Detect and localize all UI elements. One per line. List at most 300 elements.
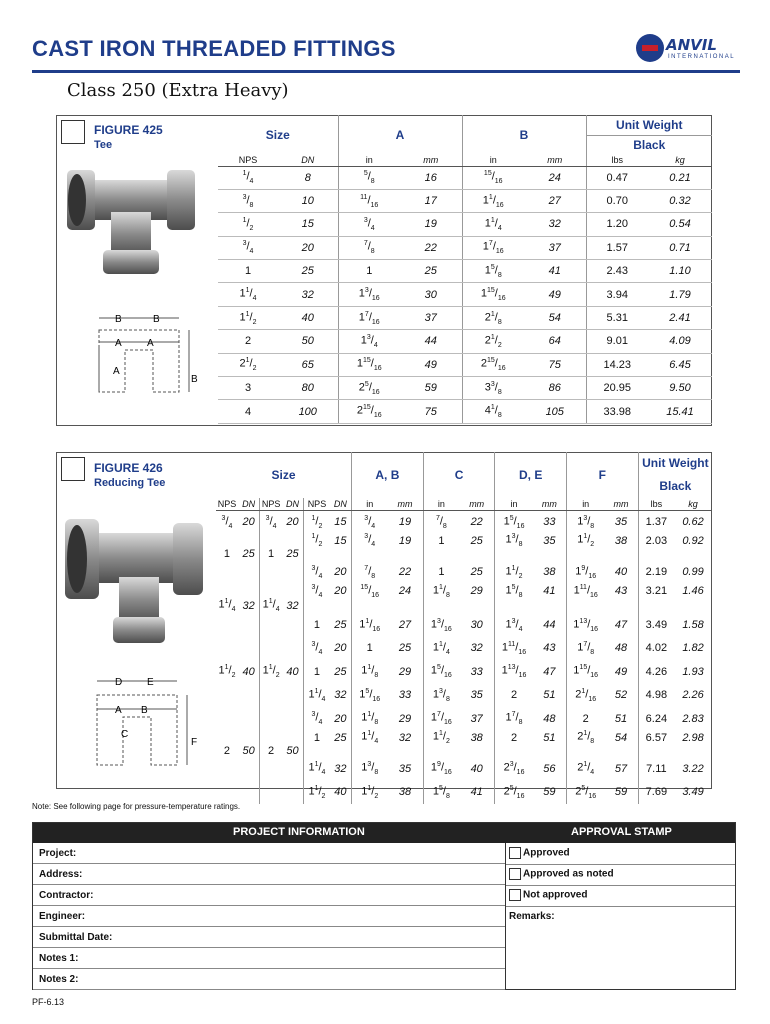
table-cell: [282, 533, 304, 548]
table-row: [216, 533, 712, 548]
project-field[interactable]: Engineer:: [33, 906, 505, 927]
table-cell: 50: [242, 745, 255, 758]
table-cell: [459, 745, 495, 757]
page-subtitle: Class 250 (Extra Heavy): [67, 80, 289, 101]
diagram-a-label: A: [113, 366, 120, 377]
table-cell: [638, 548, 674, 560]
table-cell: 20: [242, 515, 255, 528]
table-cell: 3.49: [638, 613, 674, 636]
table-cell: 35: [398, 762, 412, 775]
table-cell: 25: [334, 731, 347, 744]
table-cell: [423, 548, 459, 560]
table-cell: 2: [260, 745, 282, 757]
table-cell: [330, 548, 352, 560]
table-cell: 1: [338, 260, 400, 283]
col-header: NPS: [218, 154, 278, 166]
table-cell: $2^5/_{16}$: [495, 781, 533, 804]
table-cell: $1^1/_2$: [567, 533, 605, 548]
table-cell: 32: [278, 283, 338, 306]
diagram-b-label: B: [141, 705, 148, 716]
table-cell: $1^{11}/_{16}$: [567, 584, 605, 599]
table-cell: 10: [278, 189, 338, 212]
table-cell: 9.01: [586, 330, 648, 353]
table-cell: [304, 745, 330, 757]
table-cell: 4: [218, 400, 278, 423]
table-cell: 30: [470, 619, 483, 631]
table-cell: 32: [334, 689, 347, 702]
table-cell: [282, 584, 304, 599]
table-cell: $1^3/_4$: [495, 613, 533, 636]
de-header: D, E: [495, 452, 567, 498]
table-cell: 4.98: [638, 683, 674, 706]
table-cell: 22: [470, 515, 483, 528]
table-cell: 32: [524, 213, 586, 236]
table-cell: 51: [614, 712, 628, 725]
table-cell: [604, 548, 638, 560]
table-cell: 1.10: [648, 260, 712, 283]
table-cell: $1^5/_8$: [462, 260, 524, 283]
table-cell: $^5/_8$: [338, 166, 400, 189]
table-cell: 0.70: [586, 189, 648, 212]
not-approved-option[interactable]: [509, 889, 587, 901]
table-cell: 5.31: [586, 306, 648, 329]
table-cell: 44: [543, 619, 556, 631]
table-cell: [423, 598, 459, 613]
table-row: [218, 260, 712, 283]
col-header: in: [423, 498, 459, 510]
table-cell: 16: [400, 166, 462, 189]
table-cell: 14.23: [586, 353, 648, 376]
table-cell: [674, 745, 712, 757]
table-cell: $2^1/_2$: [218, 353, 278, 376]
table-cell: 0.21: [648, 166, 712, 189]
table-cell: $^1/_2$: [304, 510, 330, 533]
table-cell: [260, 683, 282, 706]
table-cell: 40: [286, 665, 299, 678]
tee-photo: [67, 162, 195, 286]
table-cell: 0.62: [682, 515, 704, 528]
table-cell: $1^{13}/_{16}$: [495, 660, 533, 683]
project-field[interactable]: Project:: [33, 843, 505, 864]
tee-dimension-diagram: [93, 312, 213, 402]
table-cell: [260, 533, 282, 548]
table-cell: [260, 707, 282, 730]
approval-divider: [506, 906, 735, 907]
diagram-b-label: B: [153, 314, 160, 325]
diagram-a-label: A: [115, 705, 122, 716]
table-cell: [567, 548, 605, 560]
table-cell: 1: [423, 533, 459, 548]
table-cell: $1^1/_{16}$: [352, 613, 388, 636]
table-cell: 1: [304, 730, 330, 745]
table-cell: [495, 548, 533, 560]
table-cell: 37: [400, 306, 462, 329]
table-cell: 49: [524, 283, 586, 306]
table-cell: 33: [543, 515, 556, 528]
table-cell: 35: [470, 689, 483, 702]
table-cell: $1^7/_{16}$: [462, 236, 524, 259]
table-cell: [352, 745, 388, 757]
table-cell: $^3/_8$: [218, 189, 278, 212]
table-row: [216, 683, 712, 706]
table-cell: $^1/_4$: [218, 166, 278, 189]
table-cell: 65: [278, 353, 338, 376]
table-cell: 51: [543, 689, 556, 702]
project-field[interactable]: Notes 1:: [33, 948, 505, 969]
table-cell: 27: [398, 619, 412, 631]
table-cell: 0.92: [682, 534, 704, 547]
table-cell: 1.46: [682, 585, 704, 598]
approved-as-noted-label: Approved as noted: [523, 868, 614, 880]
table-row: [216, 707, 712, 730]
table-cell: 3: [218, 377, 278, 400]
table-cell: 59: [543, 786, 556, 799]
table-cell: 38: [614, 534, 628, 547]
table-cell: $1^{13}/_{16}$: [567, 613, 605, 636]
table-cell: 1.82: [682, 642, 704, 655]
table-cell: 0.32: [648, 189, 712, 212]
project-field[interactable]: Contractor:: [33, 885, 505, 906]
table-cell: 2.19: [638, 560, 674, 583]
table-cell: 47: [614, 619, 628, 631]
table-cell: $1^{15}/_{16}$: [338, 353, 400, 376]
table-cell: 6.45: [648, 353, 712, 376]
table-cell: 29: [470, 585, 483, 598]
table-row: [218, 400, 712, 423]
table-row: [216, 548, 712, 560]
table-cell: 33: [470, 665, 483, 678]
project-field[interactable]: Address:: [33, 864, 505, 885]
col-header: in: [567, 498, 605, 510]
table-cell: 59: [614, 786, 628, 799]
table-row: [216, 613, 712, 636]
table-row: [216, 584, 712, 599]
table-cell: [216, 781, 238, 804]
table-cell: 0.71: [648, 236, 712, 259]
figure-425-name: FIGURE 425: [94, 123, 163, 137]
reducing-tee-photo: [65, 519, 205, 649]
note: Note: See following page for pressure-temperature ratings.: [32, 802, 241, 811]
table-cell: 15: [334, 515, 347, 528]
approved-checkbox[interactable]: [509, 847, 521, 859]
table-cell: 1.93: [682, 665, 704, 678]
table-cell: 19: [398, 534, 412, 547]
table-row: [216, 637, 712, 660]
table-cell: [282, 560, 304, 583]
anvil-logo-icon: [636, 34, 664, 62]
table-cell: $1^1/_4$: [423, 637, 459, 660]
table-cell: 48: [614, 642, 628, 655]
table-cell: 35: [543, 534, 556, 547]
table-cell: $1^3/_4$: [338, 330, 400, 353]
table-cell: $1^7/_8$: [495, 707, 533, 730]
table-row: [216, 781, 712, 804]
col-header: in: [462, 154, 524, 166]
table-cell: 1: [260, 548, 282, 560]
table-cell: 50: [286, 745, 299, 758]
col-header: in: [495, 498, 533, 510]
approved-as-noted-checkbox[interactable]: [509, 868, 521, 880]
diagram-e-label: E: [147, 677, 154, 688]
table-cell: 6.24: [638, 707, 674, 730]
table-cell: [533, 745, 567, 757]
table-cell: 20: [334, 585, 347, 598]
table-cell: 86: [524, 377, 586, 400]
diagram-a-label: A: [115, 338, 122, 349]
table-cell: [238, 637, 260, 660]
figure-426-checkbox[interactable]: [61, 457, 85, 481]
table-cell: $1^{15}/_{16}$: [462, 283, 524, 306]
table-cell: 2: [218, 330, 278, 353]
table-cell: [238, 683, 260, 706]
table-cell: $^7/_8$: [423, 510, 459, 533]
table-cell: $2^1/_2$: [462, 330, 524, 353]
table-row: [216, 757, 712, 780]
size-header: Size: [265, 127, 290, 142]
table-cell: 41: [543, 585, 556, 598]
table-cell: [216, 533, 238, 548]
table-cell: [387, 598, 423, 613]
table-cell: $1^3/_{16}$: [423, 613, 459, 636]
table-row: [216, 560, 712, 583]
logo-word: ANVIL: [666, 36, 717, 54]
table-cell: [216, 613, 238, 636]
project-bar: [33, 823, 735, 843]
table-cell: $1^1/_2$: [218, 306, 278, 329]
table-cell: [674, 598, 712, 613]
table-cell: 29: [398, 712, 412, 725]
table-cell: 43: [614, 585, 628, 598]
table-cell: 17: [400, 189, 462, 212]
title-rule: [32, 70, 740, 73]
table-cell: 33: [398, 689, 412, 702]
project-information-heading: PROJECT INFORMATION: [233, 826, 365, 838]
table-cell: 40: [242, 665, 255, 678]
table-row: [218, 283, 712, 306]
table-cell: [260, 781, 282, 804]
table-cell: 0.99: [682, 565, 704, 578]
col-header: mm: [387, 498, 423, 510]
table-cell: 3.94: [586, 283, 648, 306]
a-header: A: [338, 115, 462, 154]
table-cell: 41: [470, 786, 483, 799]
col-header: mm: [459, 498, 495, 510]
table-cell: $^3/_4$: [218, 236, 278, 259]
table-cell: $1^5/_{16}$: [495, 510, 533, 533]
table-cell: 20.95: [586, 377, 648, 400]
col-header: kg: [674, 498, 712, 510]
f-header: F: [567, 452, 639, 498]
not-approved-label: Not approved: [523, 889, 588, 901]
col-header: kg: [648, 154, 712, 166]
table-cell: 43: [543, 642, 556, 655]
table-cell: 25: [470, 534, 483, 547]
approval-stamp-heading: APPROVAL STAMP: [571, 826, 672, 838]
col-header: mm: [533, 498, 567, 510]
table-cell: 3.49: [682, 786, 704, 799]
table-cell: [304, 598, 330, 613]
table-cell: 1.57: [586, 236, 648, 259]
table-cell: 56: [543, 762, 556, 775]
table-cell: $2^{15}/_{16}$: [338, 400, 400, 423]
table-cell: $1^1/_4$: [218, 283, 278, 306]
remarks-label: Remarks:: [509, 911, 555, 922]
table-cell: $1^9/_{16}$: [423, 757, 459, 780]
col-header: NPS: [217, 498, 237, 509]
col-header: DN: [238, 498, 260, 510]
project-field[interactable]: Notes 2:: [33, 969, 505, 990]
table-cell: 22: [400, 236, 462, 259]
table-row: [218, 377, 712, 400]
table-cell: $1^{15}/_{16}$: [567, 660, 605, 683]
table-cell: $^3/_4$: [304, 560, 330, 583]
table-cell: $1^{11}/_{16}$: [495, 637, 533, 660]
table-cell: $^3/_4$: [260, 510, 282, 533]
approval-divider: [506, 864, 735, 865]
table-cell: [533, 548, 567, 560]
table-cell: $1^1/_{16}$: [462, 189, 524, 212]
table-cell: 38: [398, 786, 412, 799]
table-cell: 54: [614, 731, 628, 744]
table-cell: [216, 637, 238, 660]
col-header: mm: [400, 154, 462, 166]
table-cell: [387, 745, 423, 757]
col-header: in: [352, 498, 388, 510]
table-cell: $^{15}/_{16}$: [352, 584, 388, 599]
table-cell: 41: [524, 260, 586, 283]
table-cell: [216, 584, 238, 599]
table-cell: [216, 730, 238, 745]
table-row: [218, 166, 712, 189]
table-cell: $1^1/_2$: [352, 781, 388, 804]
table-cell: [238, 707, 260, 730]
diagram-b-label: B: [115, 314, 122, 325]
table-row: [216, 598, 712, 613]
table-cell: [674, 548, 712, 560]
table-cell: 2.98: [682, 731, 704, 744]
table-cell: [260, 584, 282, 599]
table-cell: [459, 548, 495, 560]
table-cell: $1^3/_8$: [423, 683, 459, 706]
approved-option[interactable]: [509, 847, 570, 859]
table-cell: 1: [223, 548, 231, 561]
diagram-d-label: D: [115, 677, 123, 688]
diagram-b-label: B: [191, 374, 198, 385]
table-cell: 2.83: [682, 712, 704, 725]
table-cell: 4.02: [638, 637, 674, 660]
table-cell: [282, 613, 304, 636]
table-cell: $1^1/_4$: [462, 213, 524, 236]
table-cell: 1.37: [638, 510, 674, 533]
table-cell: $4^1/_8$: [462, 400, 524, 423]
table-cell: 32: [334, 762, 347, 775]
table-cell: $1^1/_4$: [304, 683, 330, 706]
table-cell: 25: [278, 260, 338, 283]
table-row: [218, 306, 712, 329]
col-header: mm: [604, 498, 638, 510]
table-cell: $1^3/_{16}$: [338, 283, 400, 306]
diagram-c-label: C: [121, 729, 129, 740]
table-cell: $1^7/_{16}$: [423, 707, 459, 730]
table-cell: $^1/_2$: [304, 533, 330, 548]
table-cell: [238, 584, 260, 599]
col-header: NPS: [304, 498, 330, 510]
table-cell: 0.54: [648, 213, 712, 236]
table-cell: 51: [543, 731, 556, 744]
table-cell: 4.09: [648, 330, 712, 353]
table-cell: [352, 598, 388, 613]
project-field[interactable]: Submittal Date:: [33, 927, 505, 948]
table-cell: 20: [334, 565, 347, 578]
table-cell: [638, 745, 674, 757]
table-row: [216, 510, 712, 533]
table-cell: $2^1/_8$: [462, 306, 524, 329]
table-cell: 1.79: [648, 283, 712, 306]
table-cell: [260, 637, 282, 660]
table-cell: 6.57: [638, 730, 674, 745]
table-cell: 25: [470, 565, 483, 578]
table-cell: $3^3/_8$: [462, 377, 524, 400]
table-cell: 19: [400, 213, 462, 236]
table-cell: 24: [398, 585, 412, 598]
project-information-form: [32, 822, 736, 990]
table-row: [218, 330, 712, 353]
table-cell: [282, 637, 304, 660]
table-cell: 38: [543, 565, 556, 578]
table-cell: 7.11: [638, 757, 674, 780]
col-header: NPS: [261, 498, 281, 509]
table-cell: 20: [278, 236, 338, 259]
table-cell: 105: [524, 400, 586, 423]
table-cell: 59: [400, 377, 462, 400]
not-approved-checkbox[interactable]: [509, 889, 521, 901]
table-cell: [459, 598, 495, 613]
table-cell: 37: [524, 236, 586, 259]
table-cell: 1.20: [586, 213, 648, 236]
table-cell: [282, 707, 304, 730]
table-cell: $^1/_2$: [218, 213, 278, 236]
black-header: Black: [638, 474, 712, 498]
col-header: DN: [330, 498, 352, 510]
table-cell: $1^5/_8$: [423, 781, 459, 804]
table-cell: 100: [278, 400, 338, 423]
table-cell: [260, 757, 282, 780]
table-cell: 40: [614, 565, 628, 578]
table-cell: 2: [495, 683, 533, 706]
table-cell: 40: [334, 786, 347, 799]
table-cell: [604, 598, 638, 613]
table-cell: $1^1/_8$: [352, 660, 388, 683]
table-cell: [352, 548, 388, 560]
figure-425-checkbox[interactable]: [61, 120, 85, 144]
diagram-a-label: A: [147, 338, 154, 349]
table-cell: $1^5/_{16}$: [423, 660, 459, 683]
col-header: DN: [282, 498, 304, 510]
table-cell: [238, 560, 260, 583]
table-cell: $^3/_4$: [352, 510, 388, 533]
table-cell: $1^1/_2$: [495, 560, 533, 583]
table-cell: [282, 757, 304, 780]
table-cell: $^7/_8$: [352, 560, 388, 583]
table-cell: 1: [304, 613, 330, 636]
table-cell: 27: [524, 189, 586, 212]
table-cell: 25: [398, 642, 412, 655]
table-cell: $1^3/_8$: [352, 757, 388, 780]
approved-as-noted-option[interactable]: [509, 868, 614, 880]
table-cell: 32: [242, 599, 255, 612]
table-cell: 20: [286, 515, 299, 528]
col-header: lbs: [638, 498, 674, 510]
